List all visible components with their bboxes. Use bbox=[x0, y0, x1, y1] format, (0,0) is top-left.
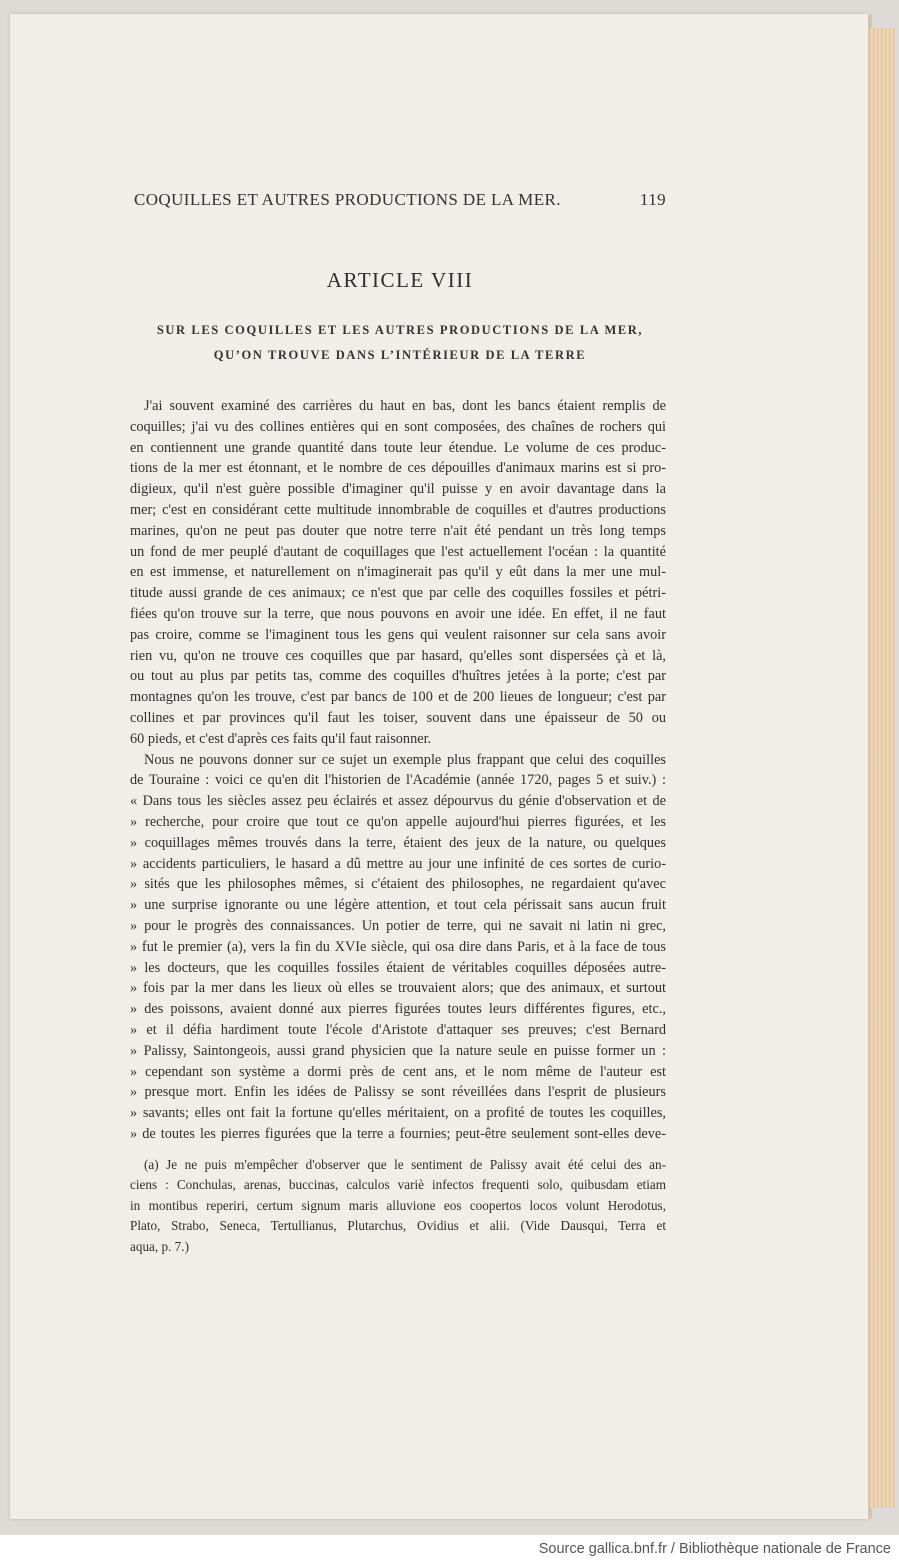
body-line: » les docteurs, que les coquilles fossiles étaient de véritables coquilles déposées autre- bbox=[130, 959, 666, 976]
body-line: » cependant son système a dormi près de cent ans, et le nom même de l'auteur est bbox=[130, 1063, 666, 1080]
body-line: de Touraine : voici ce qu'en dit l'historien de l'Académie (année 1720, pages 5 et suiv.) : bbox=[130, 772, 666, 789]
body-line: marines, qu'on ne peut pas douter que notre terre n'ait été pendant un très long temps bbox=[130, 522, 666, 539]
body-line: montagnes qu'on les trouve, c'est par bancs de 100 et de 200 lieues de longueur; c'est par bbox=[130, 689, 666, 706]
body-line: tions de la mer est étonnant, et le nombre de ces dépouilles d'animaux marins est si pro- bbox=[130, 460, 666, 477]
body-line: en est immense, et naturellement on n'imaginerait pas qu'il y eût dans la mer une mul- bbox=[130, 564, 666, 581]
body-line: » savants; elles ont fait la fortune qu'elles méritaient, on a profité de toutes les coquilles, bbox=[130, 1105, 666, 1122]
footnote-line: Plato, Strabo, Seneca, Tertullianus, Plutarchus, Ovidius et alii. (Vide Dausqui, Terra et bbox=[130, 1218, 666, 1234]
body-line: » de toutes les pierres figurées que la terre a fournies; peut-être seulement sont-elles deve- bbox=[130, 1125, 666, 1142]
body-line: « Dans tous les siècles assez peu éclairés et assez dépourvus du génie d'observation et de bbox=[130, 793, 666, 810]
body-line: en contiennent une grande quantité dans toute leur étendue. Le volume de ces produc- bbox=[130, 439, 666, 456]
body-line: » et il défia hardiment toute l'école d'Aristote d'attaquer ses preuves; c'est Bernard bbox=[130, 1021, 666, 1038]
running-head-title: COQUILLES ET AUTRES PRODUCTIONS DE LA MER. bbox=[134, 190, 561, 209]
body-line: pas croire, comme se l'imaginent tous les gens qui veulent raisonner sur cela sans avoir bbox=[130, 626, 666, 643]
subtitle-line: SUR LES COQUILLES ET LES AUTRES PRODUCTIONS DE LA MER, bbox=[156, 323, 644, 337]
article-subtitle bbox=[80, 318, 720, 368]
body-line: » presque mort. Enfin les idées de Palissy se sont réveillées dans l'esprit de plusieurs bbox=[130, 1084, 666, 1101]
body-line: » recherche, pour croire que tout ce qu'on appelle aujourd'hui pierres figurées, et les bbox=[130, 813, 666, 830]
source-credit: Source gallica.bnf.fr / Bibliothèque nationale de France bbox=[538, 1541, 891, 1557]
body-text bbox=[130, 396, 666, 1145]
body-line: titude aussi grande de ces animaux; ce n'est que par celle des coquilles fossiles et pétri- bbox=[130, 585, 666, 602]
body-line: » sités que les philosophes mêmes, si c'étaient des philosophes, ne regardaient qu'avec bbox=[130, 876, 666, 893]
body-line: coquilles; j'ai vu des collines entières qui en sont composées, des chaînes de rochers qui bbox=[130, 418, 666, 435]
body-line: 60 pieds, et c'est d'après ces faits qu'il faut raisonner. bbox=[130, 730, 432, 747]
body-line: » Palissy, Saintongeois, aussi grand physicien que la nature seule en puisse former un : bbox=[130, 1042, 666, 1059]
body-line: ou tout au plus par petits tas, comme des coquilles d'huîtres jetées à la porte; c'est par bbox=[130, 668, 666, 685]
body-line: » des poissons, avaient donné aux pierres figurées toutes leurs différentes figures, etc., bbox=[130, 1001, 666, 1018]
footnote-line: aqua, p. 7.) bbox=[130, 1238, 189, 1254]
subtitle-line: QU’ON TROUVE DANS L’INTÉRIEUR DE LA TERRE bbox=[213, 348, 587, 362]
body-line: digieux, qu'il n'est guère possible d'imaginer qu'il puisse y en avoir davantage dans la bbox=[130, 481, 666, 498]
footnote bbox=[130, 1155, 666, 1257]
body-line: rien vu, qu'on ne trouve ces coquilles que par hasard, qu'elles sont dispersées çà et là, bbox=[130, 647, 666, 664]
body-line: mer; c'est en considérant cette multitude innombrable de coquilles et d'autres productions bbox=[130, 501, 666, 518]
body-line: » accidents particuliers, le hasard a dû mettre au jour une infinité de ces sortes de curio- bbox=[130, 855, 666, 872]
page-number: 119 bbox=[639, 190, 666, 209]
page-edge-stack bbox=[866, 28, 896, 1508]
body-line: » coquillages mêmes trouvés dans la terre, étaient des jeux de la nature, ou quelques bbox=[130, 834, 666, 851]
body-line: » fois par la mer dans les lieux où elles se trouvaient alors; que des animaux, et surtout bbox=[130, 980, 666, 997]
source-bar bbox=[0, 1535, 899, 1566]
article-title: ARTICLE VIII bbox=[326, 268, 474, 292]
body-line: » fut le premier (a), vers la fin du XVIe siècle, qui osa dire dans Paris, et à la face de tous bbox=[130, 938, 666, 955]
body-line: un fond de mer peuplé d'autant de coquillages que l'est actuellement l'océan : la quantité bbox=[130, 543, 666, 560]
body-line: Nous ne pouvons donner sur ce sujet un exemple plus frappant que celui des coquilles bbox=[144, 751, 666, 768]
body-line: J'ai souvent examiné des carrières du haut en bas, dont les bancs étaient remplis de bbox=[144, 398, 666, 414]
body-line: » pour le progrès des connaissances. Un potier de terre, qui ne savait ni latin ni grec, bbox=[130, 917, 666, 934]
body-line: collines et par provinces qu'il faut les toiser, souvent dans une épaisseur de 50 ou bbox=[130, 709, 666, 726]
footnote-line: (a) Je ne puis m'empêcher d'observer que le sentiment de Palissy avait été celui des an- bbox=[144, 1157, 666, 1172]
body-line: fiées qu'on trouve sur la terre, que nous pouvons en avoir une idée. En effet, il ne faut bbox=[130, 605, 666, 622]
footnote-line: ciens : Conchulas, arenas, buccinas, calculos variè infectos frequenti solo, quibusdam etiam bbox=[130, 1177, 666, 1193]
body-line: » une surprise ignorante ou une légère attention, et tout cela périssait sans aucun fruit bbox=[130, 897, 666, 914]
footnote-line: in montibus reperiri, certum signum maris alluvione eos coopertos locos volunt Herodotus, bbox=[130, 1197, 666, 1213]
